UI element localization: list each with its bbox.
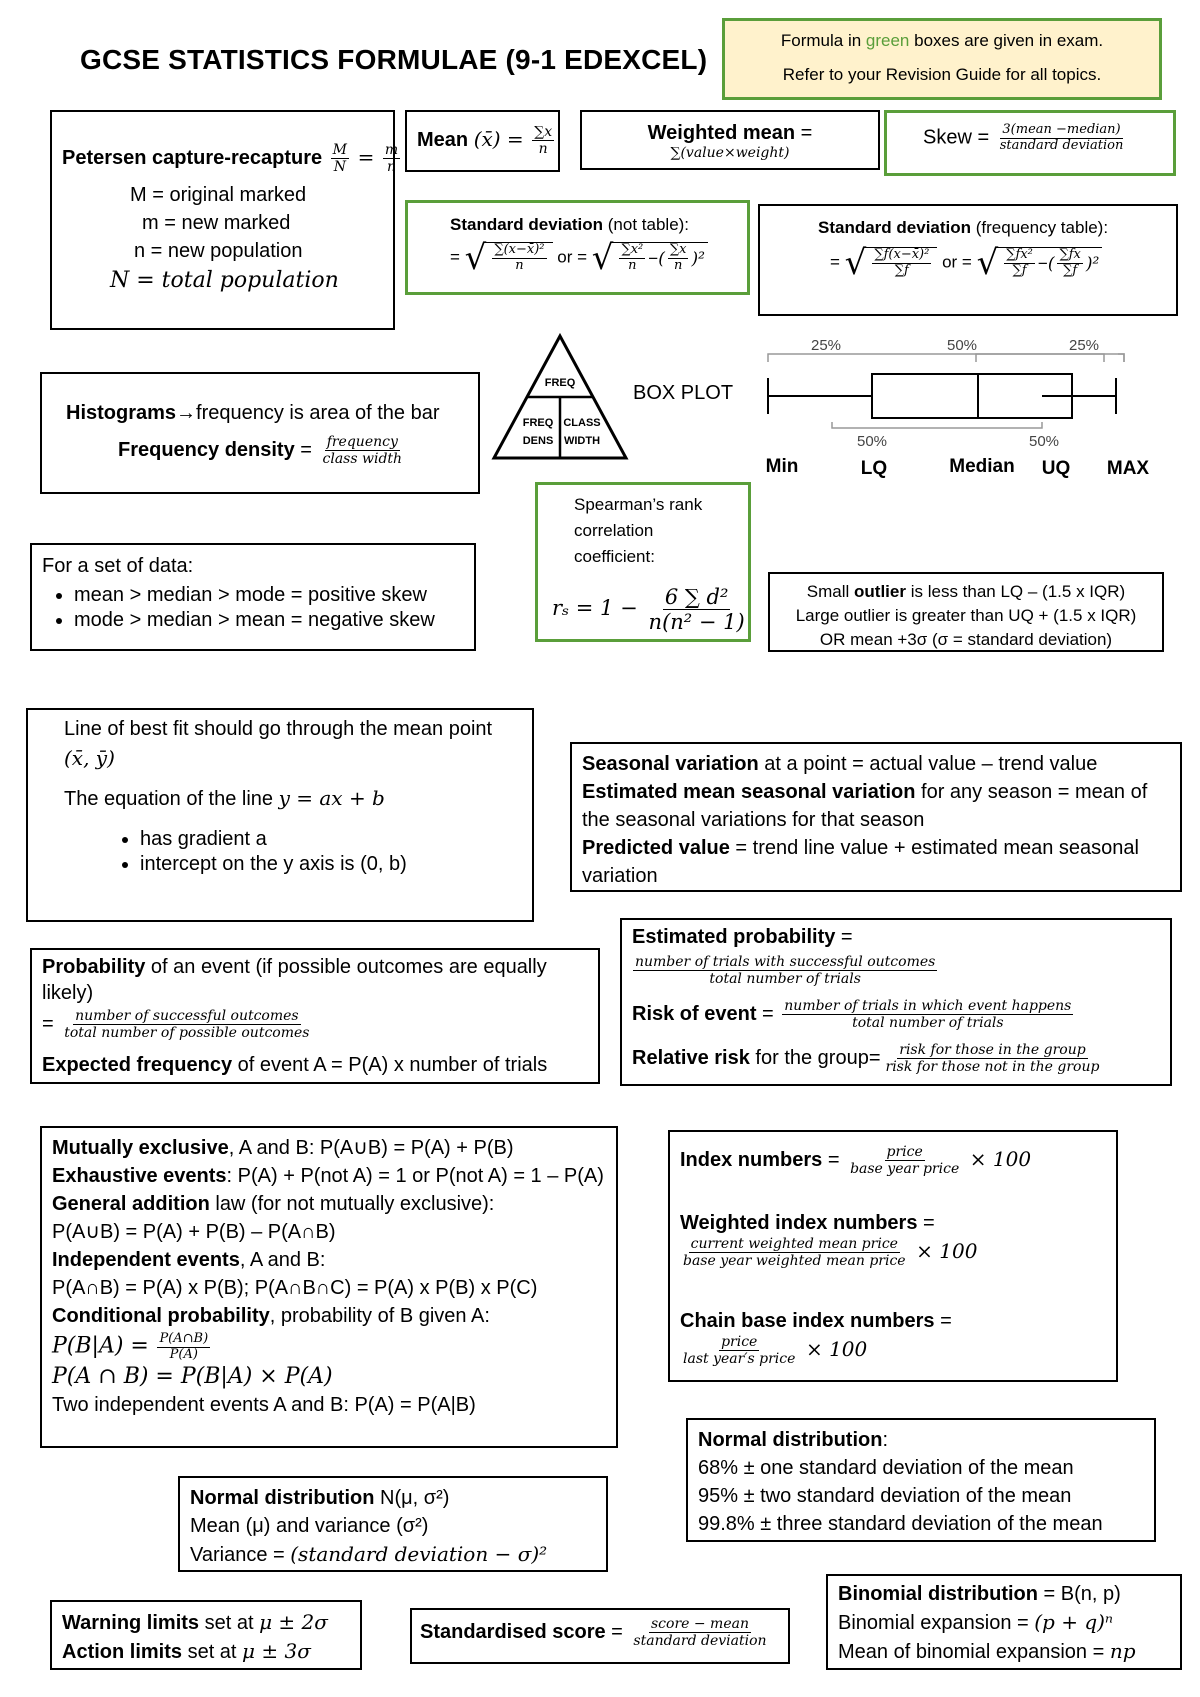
weighted-mean-box: Weighted mean = ∑(value×weight): [580, 110, 880, 170]
note-line-2: Refer to your Revision Guide for all topics.: [782, 65, 1102, 84]
triangle-br1: CLASS: [563, 417, 601, 429]
triangle-top: FREQ: [544, 377, 576, 389]
petersen-n: n = new population: [134, 240, 303, 262]
boxplot-mid-label-2: 50%: [1028, 433, 1060, 450]
skew-rule-2: • mode > median > mean = negative skew: [74, 609, 474, 632]
normal-distribution-percent-box: Normal distribution: 68% ± one standard deviation of the mean 95% ± two standard deviation of the mean 99.8% ± three standard deviation of the mean: [686, 1418, 1156, 1542]
probability-events-box: Mutually exclusive, A and B: P(A∪B) = P(A) + P(B) Exhaustive events: P(A) + P(not A) = 1 or P(not A) = 1 – P(A) General addition law (for not mutually exclusive): P(A∪B) = P(A) + P(B) – P(A∩B) Independent events, A and B: P(A∩B) = P(A) x P(B); P(A∩B∩C) = P(A) x P(B) x P(C) Conditional probability, probability of B given A: P(B|A) = $\frac{P(A\cap B)}{P(A)}$ P(A ∩ B) = P(B|A) × P(A) Two independent events A and B: P(A) = P(A|B): [40, 1126, 618, 1448]
binomial-box: Binomial distribution = B(n, p) Binomial expansion = (p + q)ⁿ Mean of binomial expansion = np: [826, 1574, 1182, 1670]
best-fit-box: Line of best fit should go through the mean point (x̄, ȳ) The equation of the line y = ax + b • has gradient a • intercept on the y axis is (0, b): [26, 708, 534, 922]
boxplot-top-label-3: 25%: [1068, 337, 1100, 354]
boxplot-title: BOX PLOT: [633, 382, 734, 404]
index-numbers-box: Index numbers = $\frac{\text{price}}{\text{base year price}}$ × 100 Weighted index numbers = $\frac{\text{current weighted mean price}}{\text{base year weighted mean price}}$ × 100 Chain base index numbers = $\frac{\text{price}}{\text{last year′s price}}$ × 100: [668, 1130, 1118, 1382]
frequency-triangle-diagram: [490, 332, 630, 462]
petersen-m: m = new marked: [142, 212, 291, 234]
petersen-box: [50, 110, 399, 330]
skew-rule-1: • mean > median > mode = positive skew: [74, 584, 474, 607]
best-fit-item-1: • has gradient a: [140, 828, 407, 851]
standardised-score-box: Standardised score = $\frac{\text{score − mean}}{\text{standard deviation}}$: [410, 1608, 790, 1664]
boxplot-top-label-2: 50%: [946, 337, 978, 354]
sd-not-table-box: Standard deviation (not table): = √ $\frac{\text{∑(x−x̄)²}}{n}$ or = √ $\frac{\text{∑x²}}{n}$ − ( $\frac{\sum x}{n}$ )²: [405, 200, 750, 295]
triangle-br2: WIDTH: [563, 435, 601, 447]
boxplot-mid-label-1: 50%: [856, 433, 888, 450]
petersen-formula: Petersen capture-recapture $\frac{M}{N}$ = $\frac{m}{n}$: [62, 142, 399, 176]
boxplot-top-label-1: 25%: [810, 337, 842, 354]
page-title: GCSE STATISTICS FORMULAE (9-1 EDEXCEL): [80, 44, 708, 75]
normal-distribution-box: Normal distribution N(μ, σ²) Mean (μ) and variance (σ²) Variance = (standard deviation − σ)²: [178, 1476, 608, 1572]
estimated-probability-box: Estimated probability = $\frac{\text{number of trials with successful outcomes}}{\text{total number of trials}}$ Risk of event = $\frac{\text{number of trials in which event happens}}{\text{total number of trials}}$ Relative risk for the group= $\frac{\text{risk for those in the group}}{\text{risk for those not in the group}}$: [620, 918, 1172, 1086]
mean-box: Mean (x̄) = $\frac{\sum x}{n}$: [405, 110, 560, 172]
probability-box: Probability of an event (if possible outcomes are equally likely) = $\frac{\text{number of successful outcomes}}{\text{total number of possible outcomes}}$ Expected frequency of event A = P(A) x number of trials: [30, 948, 600, 1084]
control-limits-box: Warning limits set at μ ± 2σ Action limits set at μ ± 3σ: [50, 1600, 362, 1670]
skew-rules-box: For a set of data: • mean > median > mode = positive skew • mode > median > mean = negative skew: [30, 543, 476, 651]
boxplot-label-min: Min: [765, 456, 799, 477]
sd-frequency-table-box: Standard deviation (frequency table): = √ $\frac{\text{∑f(x−x̄)²}}{\sum f}$ or = √ $\frac{\text{∑fx²}}{\sum f}$ − ( $\frac{\sum fx}{\sum f}$ )²: [758, 204, 1178, 316]
triangle-bl1: FREQ: [522, 417, 554, 429]
outlier-box: Small outlier is less than LQ – (1.5 x IQR) Large outlier is greater than UQ + (1.5 x IQR) OR mean +3σ (σ = standard deviation): [768, 572, 1164, 652]
skew-box: Skew = $\frac{\text{3(mean −median)}}{\text{standard deviation}}$: [884, 110, 1176, 176]
spearman-box: Spearman’s rank correlation coefficient: rₛ = 1 − $\frac{\text{6 ∑ d²}}{\text{n(n² − 1)}}$: [535, 482, 751, 642]
best-fit-item-2: • intercept on the y axis is (0, b): [140, 853, 407, 876]
boxplot-label-lq: LQ: [860, 458, 888, 479]
boxplot-diagram: [760, 332, 1200, 492]
histograms-box: Histograms→frequency is area of the bar Frequency density = $\frac{\text{frequency}}{\text{class width}}$: [40, 372, 480, 494]
exam-note-box: [722, 18, 1162, 100]
boxplot-label-max: MAX: [1106, 458, 1150, 479]
petersen-M: M = original marked: [130, 184, 307, 206]
boxplot-label-uq: UQ: [1041, 458, 1071, 479]
petersen-N: N = total population: [110, 268, 339, 293]
boxplot-label-median: Median: [949, 456, 1015, 477]
triangle-bl2: DENS: [522, 435, 554, 447]
note-line-1: Formula in green boxes are given in exam.: [780, 31, 1104, 50]
seasonal-box: Seasonal variation at a point = actual value – trend value Estimated mean seasonal variation for any season = mean of the seasonal variations for that season Predicted value = trend line value + estimated mean seasonal variation: [570, 742, 1182, 892]
